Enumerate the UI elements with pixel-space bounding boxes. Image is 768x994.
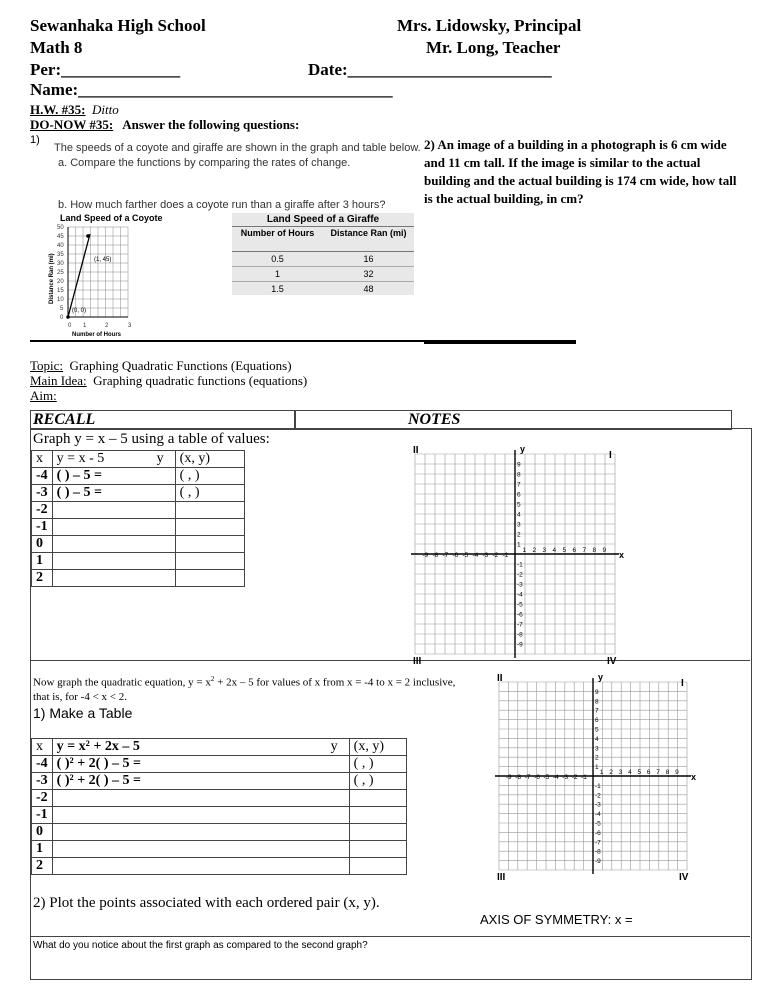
donow-line: DO-NOW #35: Answer the following questions: xyxy=(30,117,300,132)
quadratic-table xyxy=(31,738,407,875)
linear-prompt: Graph y = x – 5 using a table of values: xyxy=(33,431,270,447)
y-tick-label: -2 xyxy=(517,571,523,579)
y-tick-label: -2 xyxy=(595,792,601,800)
table-row: -2 xyxy=(32,790,407,807)
x-tick-label: -3 xyxy=(562,774,569,781)
y-tick-label: 5 xyxy=(517,501,521,509)
y-tick-label: -7 xyxy=(595,839,601,847)
coyote-title: Land Speed of a Coyote xyxy=(60,213,163,223)
svg-text:20: 20 xyxy=(57,279,64,285)
y-tick-label: -1 xyxy=(595,782,601,790)
notes-label: NOTES xyxy=(408,411,461,428)
x-tick-label: 7 xyxy=(656,769,660,776)
x-tick-label: -2 xyxy=(492,552,499,559)
x-tick-label: -1 xyxy=(502,552,509,559)
table-row: 0 xyxy=(32,824,407,841)
quadrant-label: IV xyxy=(679,872,689,883)
y-tick-label: -6 xyxy=(595,829,601,837)
q1-number: 1) xyxy=(30,134,40,146)
coyote-point xyxy=(66,315,70,319)
y-tick-label: 9 xyxy=(517,461,521,469)
name-field: Name:_____________________________________ xyxy=(30,80,393,99)
y-tick-label: -3 xyxy=(517,581,523,589)
x-tick-label: 2 xyxy=(532,547,537,554)
svg-text:10: 10 xyxy=(57,297,64,303)
y-tick-label: 7 xyxy=(517,481,521,489)
svg-text:5: 5 xyxy=(60,306,64,312)
y-tick-label: -5 xyxy=(517,601,523,609)
table-row: -4 ( )² + 2( ) – 5 = ( , ) xyxy=(32,756,407,773)
y-tick-label: 4 xyxy=(595,735,599,743)
frame-divider xyxy=(30,936,750,937)
table-header-row: x y = x - 5 y (x, y) xyxy=(32,451,245,468)
quadrant-label: I xyxy=(681,678,684,689)
svg-text:40: 40 xyxy=(57,243,64,249)
y-tick-label: 3 xyxy=(517,521,521,529)
y-axis-label: y xyxy=(598,672,604,682)
svg-text:25: 25 xyxy=(57,270,64,276)
x-tick-label: 4 xyxy=(628,769,632,776)
x-tick-label: 6 xyxy=(646,769,651,776)
step-plot-points: 2) Plot the points associated with each ordered pair (x, y). xyxy=(33,895,380,911)
recall-label: RECALL xyxy=(33,411,96,428)
linear-table xyxy=(31,450,245,587)
x-tick-label: 1 xyxy=(522,547,527,554)
table-row: 1 xyxy=(32,553,245,570)
table-row: -4 ( ) – 5 = ( , ) xyxy=(32,468,245,485)
table-row: 1 xyxy=(32,841,407,858)
y-tick-label: -9 xyxy=(517,641,523,649)
table-row: -1 xyxy=(32,807,407,824)
axis-of-symmetry: AXIS OF SYMMETRY: x = xyxy=(480,912,633,927)
school-name: Sewanhaka High School xyxy=(30,16,206,35)
giraffe-title: Land Speed of a Giraffe xyxy=(232,213,414,227)
date-field: Date:________________________ xyxy=(308,60,552,79)
svg-text:50: 50 xyxy=(57,225,64,231)
x-tick-label: 3 xyxy=(618,769,623,776)
x-axis-label: x xyxy=(619,550,625,560)
principal-name: Mrs. Lidowsky, Principal xyxy=(397,16,582,35)
course-name: Math 8 xyxy=(30,38,83,57)
table-row: 2 xyxy=(32,858,407,875)
x-tick-label: -5 xyxy=(462,552,469,559)
y-tick-label: -4 xyxy=(517,591,523,599)
quadrant-label: I xyxy=(609,450,612,461)
svg-text:15: 15 xyxy=(57,288,64,294)
x-tick-label: 5 xyxy=(637,769,642,776)
svg-text:45: 45 xyxy=(57,234,64,240)
x-tick-label: -7 xyxy=(442,552,449,559)
table-row: -2 xyxy=(32,502,245,519)
giraffe-table xyxy=(232,213,414,295)
svg-text:0: 0 xyxy=(68,323,72,329)
comparison-question: What do you notice about the first graph as compared to the second graph? xyxy=(33,940,368,951)
y-tick-label: -4 xyxy=(595,811,601,819)
table-row: 2 xyxy=(32,570,245,587)
step-make-table: 1) Make a Table xyxy=(33,705,133,721)
coyote-y-label: Distance Ran (mi) xyxy=(49,253,55,304)
x-tick-label: 9 xyxy=(602,547,607,554)
giraffe-col-distance: Distance Ran (mi) xyxy=(330,228,407,238)
quadrant-label: II xyxy=(497,673,503,684)
x-tick-label: -8 xyxy=(515,774,522,781)
q1-part-b: b. How much farther does a coyote run than a giraffe after 3 hours? xyxy=(58,199,386,211)
main-idea-line: Main Idea: Graphing quadratic functions (equations) xyxy=(30,373,308,388)
y-tick-label: 8 xyxy=(517,471,521,479)
x-tick-label: -4 xyxy=(472,552,479,559)
y-axis-label: y xyxy=(520,444,526,454)
quadrant-label: II xyxy=(413,445,419,456)
quadrant-label: IV xyxy=(607,656,617,667)
y-tick-label: 9 xyxy=(595,688,599,696)
x-tick-label: -2 xyxy=(571,774,578,781)
y-tick-label: 1 xyxy=(595,764,599,772)
svg-text:2: 2 xyxy=(105,323,109,329)
topic-line: Topic: Graphing Quadratic Functions (Equations) xyxy=(30,358,292,373)
coordinate-grid-2 xyxy=(482,672,704,883)
aim-label: Aim: xyxy=(30,388,57,403)
x-axis-label: x xyxy=(691,772,697,782)
x-tick-label: 6 xyxy=(572,547,577,554)
frame-divider xyxy=(30,660,750,661)
x-tick-label: 5 xyxy=(562,547,567,554)
x-tick-label: -6 xyxy=(452,552,459,559)
homework-line: H.W. #35: Ditto xyxy=(30,102,119,117)
y-tick-label: 7 xyxy=(595,707,599,715)
y-tick-label: 2 xyxy=(517,531,521,539)
coyote-point xyxy=(86,234,90,238)
x-tick-label: 3 xyxy=(542,547,547,554)
x-tick-label: -1 xyxy=(581,774,587,781)
quadratic-prompt: Now graph the quadratic equation, $y = x^2 + 2x - 5$ for values of x from x = -4 to x = 2 inclusive, that is, for -4 < x < 2. xyxy=(33,675,456,703)
y-tick-label: -7 xyxy=(517,621,523,629)
section-divider-thick xyxy=(424,340,576,344)
coyote-x-label: Number of Hours xyxy=(72,332,122,338)
coyote-line xyxy=(68,234,90,317)
x-tick-label: 4 xyxy=(552,547,557,554)
coyote-graph xyxy=(48,224,148,340)
x-tick-label: 8 xyxy=(592,547,597,554)
y-tick-label: -1 xyxy=(517,561,523,569)
y-tick-label: 3 xyxy=(595,745,599,753)
y-tick-label: -6 xyxy=(517,611,523,619)
x-tick-label: -6 xyxy=(534,774,540,781)
svg-text:35: 35 xyxy=(57,252,64,258)
x-tick-label: 7 xyxy=(582,547,587,554)
y-tick-label: 8 xyxy=(595,698,599,706)
y-tick-label: 6 xyxy=(517,491,521,499)
y-tick-label: 2 xyxy=(595,754,599,762)
y-tick-label: 5 xyxy=(595,726,599,734)
x-tick-label: -9 xyxy=(505,774,512,781)
x-tick-label: -3 xyxy=(482,552,489,559)
quadrant-label: III xyxy=(497,872,506,883)
table-row: 1.5 48 xyxy=(271,284,374,294)
table-row: 0.5 16 xyxy=(232,252,414,267)
notes-header xyxy=(294,410,732,430)
x-tick-label: -9 xyxy=(422,552,429,559)
table-row: 1 32 xyxy=(232,267,414,282)
x-tick-label: -5 xyxy=(543,774,550,781)
y-tick-label: 6 xyxy=(595,717,599,725)
coyote-point-label: (1, 45) xyxy=(94,257,112,263)
svg-text:30: 30 xyxy=(57,261,64,267)
x-tick-label: -4 xyxy=(552,774,559,781)
period-field: Per:______________ xyxy=(30,60,181,79)
x-tick-label: 2 xyxy=(609,769,613,776)
coyote-point-label: (0, 0) xyxy=(72,308,87,314)
teacher-name: Mr. Long, Teacher xyxy=(426,38,561,57)
y-tick-label: -5 xyxy=(595,820,601,828)
svg-text:3: 3 xyxy=(128,323,132,329)
x-tick-label: -7 xyxy=(524,774,531,781)
table-row: -3 ( )² + 2( ) – 5 = ( , ) xyxy=(32,773,407,790)
svg-text:1: 1 xyxy=(83,323,87,329)
x-tick-label: 9 xyxy=(675,769,679,776)
giraffe-col-hours: Number of Hours xyxy=(240,228,315,238)
q1-part-a: a. Compare the functions by comparing the rates of change. xyxy=(58,157,351,169)
y-tick-label: -8 xyxy=(517,631,523,639)
q1-intro: The speeds of a coyote and giraffe are shown in the graph and table below. xyxy=(54,142,421,154)
y-tick-label: 4 xyxy=(517,511,521,519)
x-tick-label: 8 xyxy=(665,769,670,776)
table-row: -1 xyxy=(32,519,245,536)
y-tick-label: -8 xyxy=(595,848,601,856)
quadrant-label: III xyxy=(413,656,422,667)
x-tick-label: -8 xyxy=(432,552,439,559)
y-tick-label: -9 xyxy=(595,858,601,866)
q2-text: 2) An image of a building in a photograph is 6 cm wide and 11 cm tall. If the image is similar to the actual building and the actual building is 174 cm wide, how tall is the actual building, in cm? xyxy=(424,137,737,206)
table-row: -3 ( ) – 5 = ( , ) xyxy=(32,485,245,502)
svg-text:0: 0 xyxy=(60,315,64,321)
x-tick-label: 1 xyxy=(599,769,604,776)
coordinate-grid-1 xyxy=(398,444,625,667)
table-row: 0 xyxy=(32,536,245,553)
y-tick-label: -3 xyxy=(595,801,601,809)
table-header-row: x y = x² + 2x – 5 y (x, y) xyxy=(32,739,407,756)
y-tick-label: 1 xyxy=(517,541,521,549)
